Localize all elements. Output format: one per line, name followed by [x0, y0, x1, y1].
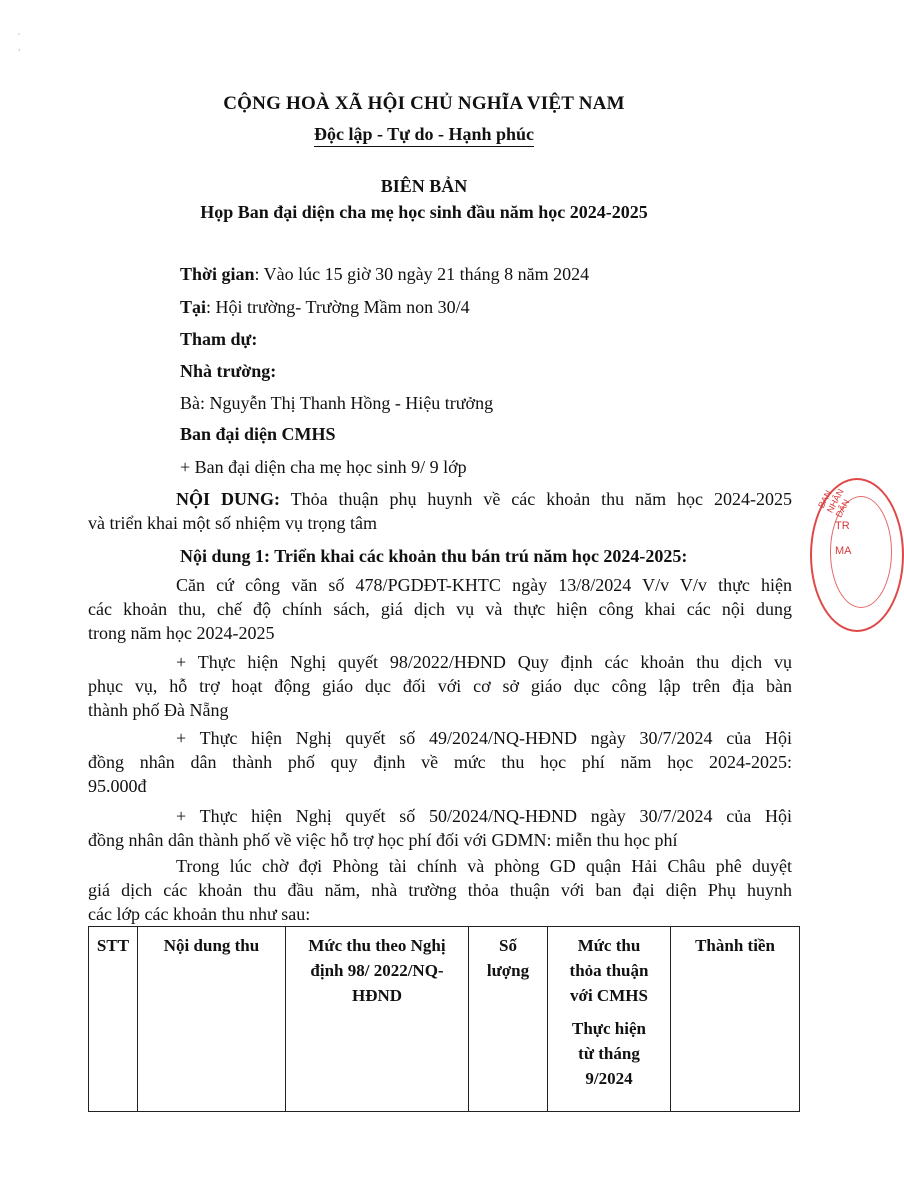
attendance-label: Tham dự:: [180, 329, 258, 349]
paragraph-2-line: thành phố Đà Nẵng: [88, 700, 229, 720]
paragraph-3-line: đồng nhân dân thành phố quy định về mức thu học phí năm học 2024-2025:: [88, 752, 792, 772]
seal-arc-text: BAN NHÂN DÂN: [816, 487, 852, 520]
header-agreed-line: thỏa thuận: [569, 961, 649, 980]
content-paragraph: [88, 487, 792, 535]
document-subtitle: Họp Ban đại diện cha mẹ học sinh đầu năm học 2024-2025: [200, 202, 648, 222]
fees-table: [88, 926, 800, 1112]
scan-speck: ,: [18, 42, 21, 53]
content-line-1: [88, 487, 792, 511]
paragraph-5-line: các lớp các khoản thu như sau:: [88, 904, 311, 924]
board-label: Ban đại diện CMHS: [180, 424, 336, 444]
content-label: NỘI DUNG:: [176, 489, 280, 509]
time-label: Thời gian: [180, 264, 255, 284]
header-rate-line: HĐND: [351, 986, 403, 1005]
paragraph-3-line: 95.000đ: [88, 776, 147, 796]
paragraph-4: [88, 804, 792, 852]
content-text-1: Thỏa thuận phụ huynh về các khoản thu năm học 2024-2025: [279, 489, 792, 509]
header-agreed-line: 9/2024: [585, 1069, 633, 1088]
paragraph-4-line: đồng nhân dân thành phố về việc hỗ trợ học phí đối với GDMN: miễn thu học phí: [88, 830, 678, 850]
header-rate-line: định 98/ 2022/NQ-: [310, 961, 444, 980]
paragraph-3-line: + Thực hiện Nghị quyết số 49/2024/NQ-HĐND ngày 30/7/2024 của Hội: [176, 728, 792, 748]
motto-heading: [0, 124, 848, 145]
school-label: Nhà trường:: [180, 361, 277, 381]
header-agreed-line: với CMHS: [570, 986, 648, 1005]
header-total: Thành tiền: [671, 927, 800, 1112]
board-member-line: + Ban đại diện cha mẹ học sinh 9/ 9 lớp: [180, 457, 467, 477]
paragraph-2-line: + Thực hiện Nghị quyết 98/2022/HĐND Quy định các khoản thu dịch vụ: [176, 652, 792, 672]
document-title: BIÊN BẢN: [380, 176, 468, 196]
paragraph-2: [88, 650, 792, 722]
header-quantity: [469, 927, 548, 1112]
header-stt: STT: [89, 927, 138, 1112]
paragraph-5: [88, 854, 792, 926]
header-agreed-rate: [548, 927, 671, 1112]
table-header-row: [89, 927, 800, 1112]
country-heading: CỘNG HOÀ XÃ HỘI CHỦ NGHĨA VIỆT NAM: [223, 93, 625, 114]
paragraph-5-line: Trong lúc chờ đợi Phòng tài chính và phòng GD quận Hải Châu phê duyệt: [176, 856, 792, 876]
place-label: Tại: [180, 297, 207, 317]
paragraph-1-line: các khoản thu, chế độ chính sách, giá dịch vụ và thực hiện công khai các nội dung: [88, 599, 792, 619]
content-line-2: và triển khai một số nhiệm vụ trọng tâm: [88, 513, 377, 533]
header-agreed-line: từ tháng: [578, 1044, 640, 1063]
seal-center-text: MA: [835, 545, 852, 557]
motto-text: Độc lập - Tự do - Hạnh phúc: [314, 124, 534, 147]
header-content: Nội dung thu: [138, 927, 286, 1112]
paragraph-4-line: + Thực hiện Nghị quyết số 50/2024/NQ-HĐND ngày 30/7/2024 của Hội: [176, 806, 792, 826]
place-line: [180, 295, 470, 319]
time-line: [180, 262, 589, 286]
scan-speck: ': [18, 32, 20, 43]
time-value: : Vào lúc 15 giờ 30 ngày 21 tháng 8 năm 2024: [254, 264, 590, 284]
header-agreed-line: Thực hiện: [572, 1019, 646, 1038]
paragraph-5-line: giá dịch các khoản thu đầu năm, nhà trường thỏa thuận với ban đại diện Phụ huynh: [88, 880, 792, 900]
paragraph-1-line: Căn cứ công văn số 478/PGDĐT-KHTC ngày 13/8/2024 V/v V/v thực hiện: [176, 575, 792, 595]
paragraph-1: [88, 573, 792, 645]
paragraph-3: [88, 726, 792, 798]
header-qty-line: Số: [499, 936, 517, 955]
place-value: : Hội trường- Trường Mầm non 30/4: [206, 297, 470, 317]
header-qty-line: lượng: [486, 961, 530, 980]
principal-line: Bà: Nguyễn Thị Thanh Hồng - Hiệu trưởng: [180, 393, 494, 413]
paragraph-2-line: phục vụ, hỗ trợ hoạt động giáo dục đối với cơ sở giáo dục công lập trên địa bàn: [88, 676, 792, 696]
section-1-title: Nội dung 1: Triển khai các khoản thu bán trú năm học 2024-2025:: [180, 546, 688, 566]
header-agreed-line: Mức thu: [577, 936, 641, 955]
header-regulated-rate: [286, 927, 469, 1112]
seal-center-text: TR: [835, 520, 850, 532]
paragraph-1-line: trong năm học 2024-2025: [88, 623, 275, 643]
header-rate-line: Mức thu theo Nghị: [308, 936, 446, 955]
